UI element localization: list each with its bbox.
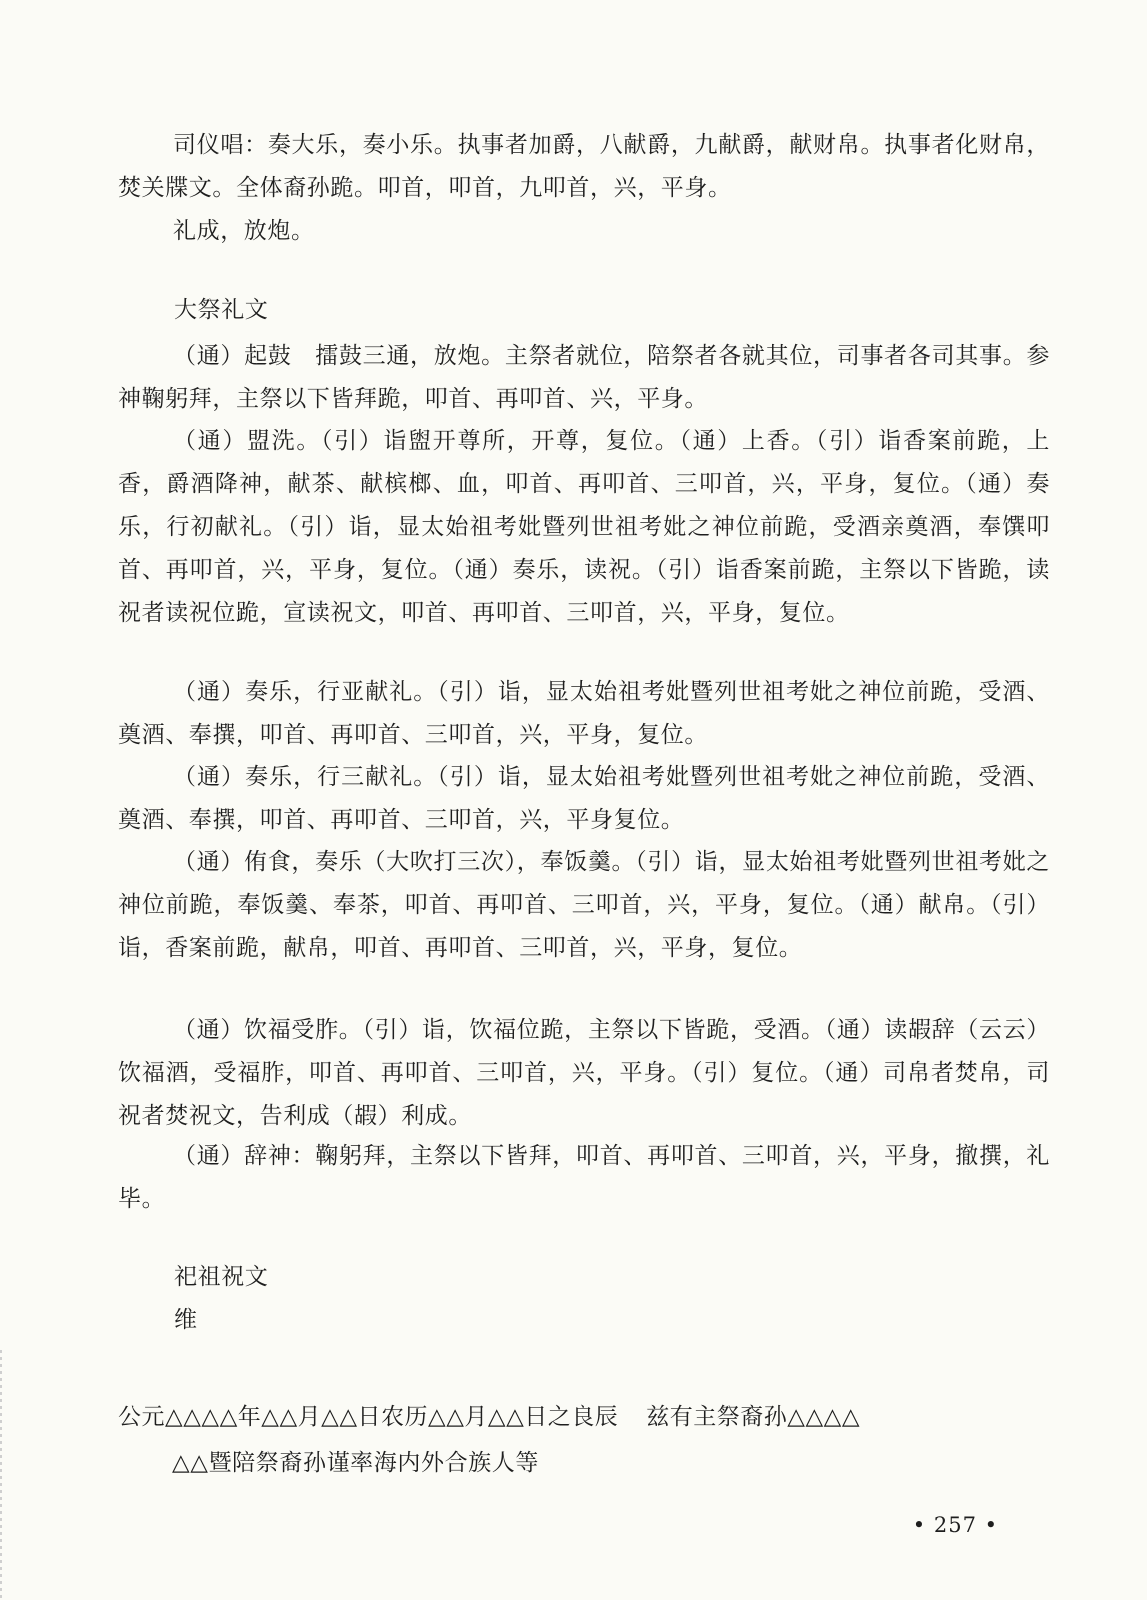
paragraph-ceremony-end: 礼成，放炮。 — [173, 218, 315, 244]
prayer-date-text: 公元△△△△年△△月△△日农历△△月△△日之良辰 — [118, 1404, 619, 1430]
document-page — [118, 0, 1050, 1600]
paragraph-first-offering: （通）盟洗。（引）诣盥开尊所，开尊，复位。（通）上香。（引）诣香案前跪，上香，爵酒降神，献茶、献槟榔、血，叩首、再叩首、三叩首，兴，平身，复位。（通）奏乐，行初献礼。（引）诣，显太始祖考妣暨列世祖考妣之神位前跪，受酒亲奠酒，奉馔叩首、再叩首，兴，平身，复位。（通）奏乐，读祝。（引）诣香案前跪，主祭以下皆跪，读祝者读祝位跪，宣读祝文，叩首、再叩首、三叩首，兴，平身，复位。 — [118, 428, 1050, 626]
paragraph-ceremony-chant: 司仪唱：奏大乐，奏小乐。执事者加爵，八献爵，九献爵，献财帛。执事者化财帛，焚关牒文。全体裔孙跪。叩首，叩首，九叩首，兴，平身。 — [118, 132, 1050, 201]
prayer-date-line — [118, 1396, 1058, 1439]
paragraph-food-offering: （通）侑食，奏乐（大吹打三次），奉饭羹。（引）诣，显太始祖考妣暨列世祖考妣之神位前跪，奉饭羹、奉茶，叩首、再叩首、三叩首，兴，平身，复位。（通）献帛。（引）诣，香案前跪，献帛，叩首、再叩首、三叩首，兴，平身，复位。 — [118, 849, 1050, 961]
section-heading-grand-sacrifice: 大祭礼文 — [174, 297, 269, 323]
paragraph-blessing: （通）饮福受胙。（引）诣，饮福位跪，主祭以下皆跪，受酒。（通）读嘏辞（云云）饮福酒，受福胙，叩首、再叩首、三叩首，兴，平身。（引）复位。（通）司帛者焚帛，司祝者焚祝文，告利成（嘏）利成。 — [118, 1017, 1050, 1129]
paragraph-third-offering: （通）奏乐，行三献礼。（引）诣，显太始祖考妣暨列世祖考妣之神位前跪，受酒、奠酒、奉撰，叩首、再叩首、三叩首，兴，平身复位。 — [118, 764, 1050, 833]
paragraph-drums: （通）起鼓 擂鼓三通，放炮。主祭者就位，陪祭者各就其位，司事者各司其事。参神鞠躬拜，主祭以下皆拜跪，叩首、再叩首、兴，平身。 — [118, 343, 1050, 412]
paragraph-farewell: （通）辞神：鞠躬拜，主祭以下皆拜，叩首、再叩首、三叩首，兴，平身，撤撰，礼毕。 — [118, 1143, 1050, 1212]
scan-edge-mark — [0, 1350, 2, 1600]
section-heading-prayer-text: 祀祖祝文 — [174, 1264, 269, 1290]
prayer-continuation-line: △△暨陪祭裔孙谨率海内外合族人等 — [172, 1450, 539, 1476]
page-number: • 257 • — [912, 1513, 998, 1537]
prayer-opening-word: 维 — [174, 1307, 198, 1333]
paragraph-second-offering: （通）奏乐，行亚献礼。（引）诣，显太始祖考妣暨列世祖考妣之神位前跪，受酒、奠酒、奉撰，叩首、再叩首、三叩首，兴，平身，复位。 — [118, 679, 1050, 748]
prayer-officiant-text: 兹有主祭裔孙△△△△ — [646, 1404, 861, 1430]
